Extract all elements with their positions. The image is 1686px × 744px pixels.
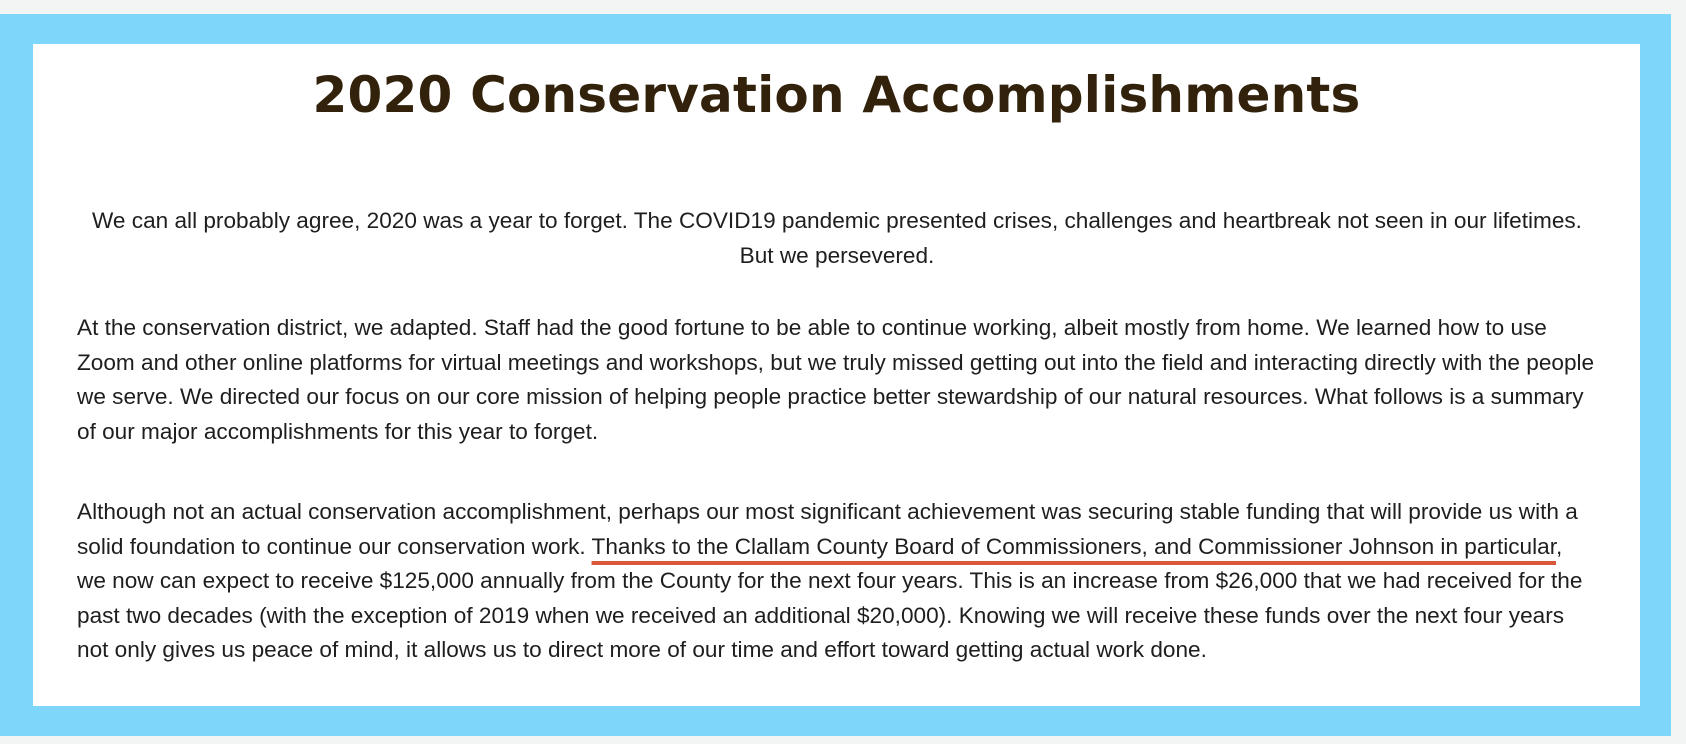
intro-paragraph: We can all probably agree, 2020 was a year to forget. The COVID19 pandemic presented crises, challenges and heartbreak not seen in our lifetimes. But we persevered. (92, 208, 1582, 268)
funding-paragraph (77, 495, 1597, 668)
funding-text-before: Although not an actual conservation accomplishment, perhaps our most significant achievement was securing stable funding that will provide us with a solid foundation to continue our conservation work. (77, 499, 1578, 559)
underlined-highlight: Thanks to the Clallam County Board of Commissioners, and Commissioner Johnson in particular (591, 533, 1556, 559)
screenshot-frame (0, 14, 1671, 736)
adaptation-paragraph: At the conservation district, we adapted. Staff had the good fortune to be able to continue working, albeit mostly from home. We learned how to use Zoom and other online platforms for virtual meetings and workshops, but we truly missed getting out into the field and interacting directly with the people we serve. We directed our focus on our core mission of helping people practice better stewardship of our natural resources. What follows is a summary of our major accomplishments for this year to forget. (77, 315, 1595, 444)
funding-text-after: , we now can expect to receive $125,000 annually from the County for the next four years. This is an increase from $26,000 that we had received for the past two decades (with the exception of 2019 when we received an additional $20,000). Knowing we will receive these funds over the next four years not only gives us peace of mind, it allows us to direct more of our time and effort toward getting actual work done. (77, 533, 1583, 662)
page-title: 2020 Conservation Accomplishments (312, 66, 1361, 124)
article-panel (33, 44, 1640, 706)
